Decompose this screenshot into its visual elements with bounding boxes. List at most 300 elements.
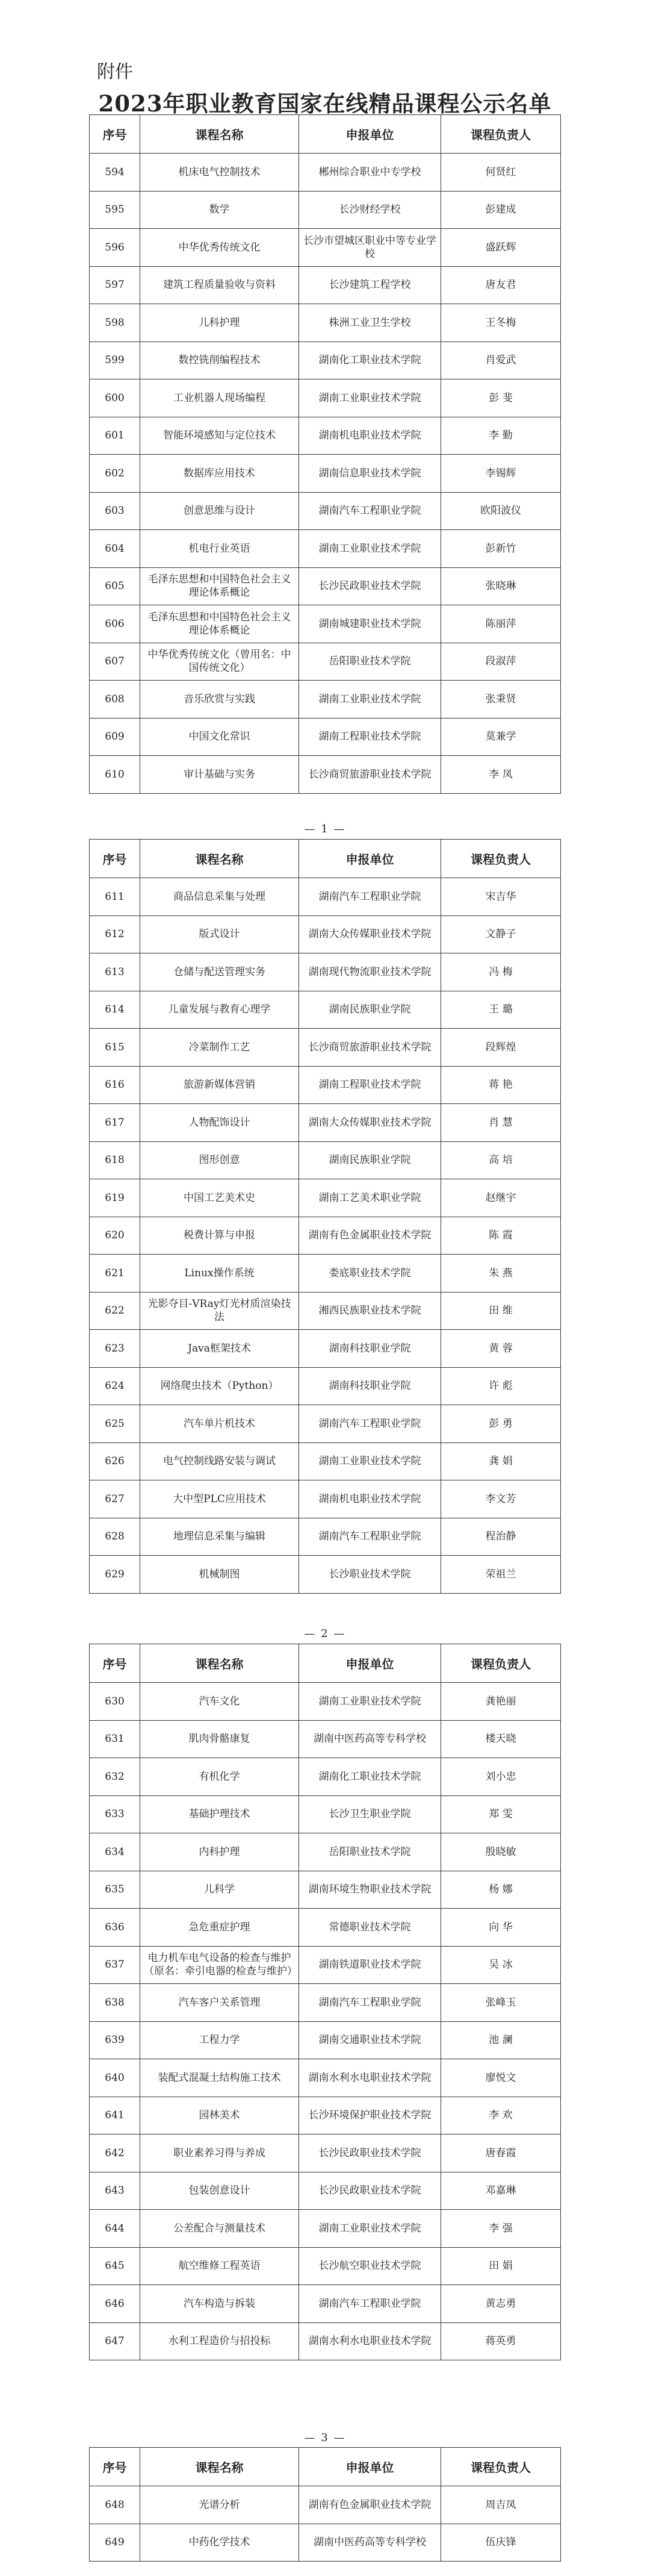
cell-course-name: 建筑工程质量验收与资料	[140, 266, 299, 304]
table-row	[90, 1683, 561, 1721]
cell-school: 娄底职业技术学院	[299, 1255, 441, 1293]
cell-course-lead: 陈 霞	[441, 1217, 561, 1255]
table-row	[90, 1405, 561, 1443]
cell-school: 湖南信息职业技术学院	[299, 455, 441, 493]
table-row	[90, 154, 561, 192]
cell-course-name: 包装创意设计	[140, 2172, 299, 2210]
table-row	[90, 1255, 561, 1293]
table-row	[90, 191, 561, 229]
cell-course-lead: 何贤红	[441, 154, 561, 192]
table-row	[90, 530, 561, 568]
table-row	[90, 2135, 561, 2172]
cell-course-name: 网络爬虫技术（Python）	[140, 1367, 299, 1405]
cell-school: 湖南工程职业技术学院	[299, 718, 441, 756]
cell-course-lead: 程治静	[441, 1518, 561, 1556]
cell-course-name: 汽车客户关系管理	[140, 1984, 299, 2022]
col-header-school: 申报单位	[299, 115, 441, 154]
table-row	[90, 2285, 561, 2323]
cell-course-name: 有机化学	[140, 1758, 299, 1796]
cell-course-lead: 肖 慧	[441, 1104, 561, 1142]
cell-school: 湖南城建职业技术学院	[299, 605, 441, 643]
cell-course-lead: 龚艳丽	[441, 1683, 561, 1721]
cell-school: 常德职业技术学院	[299, 1909, 441, 1947]
cell-school: 湖南汽车工程职业学院	[299, 2285, 441, 2323]
cell-school: 湖南有色金属职业技术学院	[299, 1217, 441, 1255]
cell-course-name: 光影夺目-VRay灯光材质渲染技法	[140, 1292, 299, 1330]
cell-course-lead: 许 彪	[441, 1367, 561, 1405]
cell-index: 633	[90, 1795, 140, 1833]
cell-school: 湖南机电职业技术学院	[299, 1480, 441, 1518]
cell-school: 湖南汽车工程职业学院	[299, 1984, 441, 2022]
table-row	[90, 1946, 561, 1984]
cell-school: 长沙民政职业技术学院	[299, 567, 441, 605]
cell-course-name: 中国工艺美术史	[140, 1179, 299, 1217]
cell-course-name: 商品信息采集与处理	[140, 878, 299, 916]
cell-school: 湖南铁道职业技术学院	[299, 1946, 441, 1984]
cell-index: 610	[90, 756, 140, 794]
table-row	[90, 2247, 561, 2285]
cell-index: 608	[90, 681, 140, 719]
cell-school: 长沙卫生职业学院	[299, 1795, 441, 1833]
col-header-school: 申报单位	[299, 840, 441, 878]
cell-index: 638	[90, 1984, 140, 2022]
table-header-row	[90, 840, 561, 878]
cell-index: 641	[90, 2097, 140, 2135]
cell-course-name: 电气控制线路安装与调试	[140, 1442, 299, 1480]
cell-index: 594	[90, 154, 140, 192]
cell-school: 长沙职业技术学院	[299, 1556, 441, 1594]
cell-index: 597	[90, 266, 140, 304]
table-row	[90, 718, 561, 756]
table-row	[90, 2322, 561, 2360]
cell-course-name: 工程力学	[140, 2021, 299, 2059]
cell-school: 湖南汽车工程职业学院	[299, 1518, 441, 1556]
cell-school: 郴州综合职业中专学校	[299, 154, 441, 192]
cell-index: 615	[90, 1029, 140, 1067]
cell-course-lead: 李 凤	[441, 756, 561, 794]
col-header-index: 序号	[90, 840, 140, 878]
cell-course-lead: 王 璐	[441, 991, 561, 1029]
cell-index: 598	[90, 304, 140, 342]
cell-index: 643	[90, 2172, 140, 2210]
cell-school: 湖南民族职业学院	[299, 1141, 441, 1179]
cell-index: 619	[90, 1179, 140, 1217]
cell-index: 635	[90, 1871, 140, 1909]
table-row	[90, 266, 561, 304]
course-table-1	[89, 114, 561, 794]
col-header-index: 序号	[90, 2448, 140, 2486]
cell-index: 613	[90, 953, 140, 991]
table-row	[90, 341, 561, 379]
cell-index: 617	[90, 1104, 140, 1142]
cell-index: 616	[90, 1066, 140, 1104]
table-row	[90, 1909, 561, 1947]
cell-course-name: 工业机器人现场编程	[140, 379, 299, 417]
table-row	[90, 1518, 561, 1556]
cell-course-lead: 赵继宇	[441, 1179, 561, 1217]
cell-school: 湖南环境生物职业技术学院	[299, 1871, 441, 1909]
cell-course-name: Java框架技术	[140, 1330, 299, 1368]
cell-course-lead: 唐春霞	[441, 2135, 561, 2172]
cell-course-name: 审计基础与实务	[140, 756, 299, 794]
table-header-row	[90, 2448, 561, 2486]
table-header-row	[90, 1644, 561, 1683]
cell-course-name: 数学	[140, 191, 299, 229]
col-header-lead: 课程负责人	[441, 115, 561, 154]
cell-course-name: 数控铣削编程技术	[140, 341, 299, 379]
cell-index: 634	[90, 1833, 140, 1871]
table-row	[90, 1292, 561, 1330]
cell-school: 湖南工业职业技术学院	[299, 1442, 441, 1480]
cell-school: 湖南机电职业技术学院	[299, 417, 441, 455]
col-header-school: 申报单位	[299, 2448, 441, 2486]
cell-course-lead: 段辉煌	[441, 1029, 561, 1067]
cell-course-name: 汽车单片机技术	[140, 1405, 299, 1443]
col-header-index: 序号	[90, 1644, 140, 1683]
col-header-index: 序号	[90, 115, 140, 154]
table-row	[90, 1066, 561, 1104]
cell-course-lead: 杨 娜	[441, 1871, 561, 1909]
cell-course-name: 冷菜制作工艺	[140, 1029, 299, 1067]
cell-course-lead: 文静子	[441, 915, 561, 953]
cell-index: 614	[90, 991, 140, 1029]
cell-course-lead: 黄 蓉	[441, 1330, 561, 1368]
cell-course-lead: 邓嘉琳	[441, 2172, 561, 2210]
cell-course-lead: 段淑萍	[441, 643, 561, 681]
cell-course-lead: 高 培	[441, 1141, 561, 1179]
cell-index: 642	[90, 2135, 140, 2172]
cell-course-lead: 李 欢	[441, 2097, 561, 2135]
cell-course-name: 中华优秀传统文化	[140, 229, 299, 267]
cell-course-lead: 朱 燕	[441, 1255, 561, 1293]
cell-course-name: 内科护理	[140, 1833, 299, 1871]
cell-school: 湖南工业职业技术学院	[299, 1683, 441, 1721]
cell-course-name: 急危重症护理	[140, 1909, 299, 1947]
cell-course-lead: 彭建成	[441, 191, 561, 229]
table-row	[90, 2097, 561, 2135]
cell-school: 长沙商贸旅游职业技术学院	[299, 1029, 441, 1067]
col-header-lead: 课程负责人	[441, 2448, 561, 2486]
cell-course-lead: 郑 雯	[441, 1795, 561, 1833]
cell-course-name: Linux操作系统	[140, 1255, 299, 1293]
cell-school: 长沙民政职业技术学院	[299, 2135, 441, 2172]
cell-index: 605	[90, 567, 140, 605]
cell-course-lead: 田 维	[441, 1292, 561, 1330]
cell-school: 湖南交通职业技术学院	[299, 2021, 441, 2059]
cell-index: 596	[90, 229, 140, 267]
table-row	[90, 2172, 561, 2210]
cell-index: 606	[90, 605, 140, 643]
table-row	[90, 1556, 561, 1594]
cell-course-lead: 楼天晓	[441, 1720, 561, 1758]
table-row	[90, 756, 561, 794]
table-row	[90, 455, 561, 493]
cell-index: 648	[90, 2486, 140, 2524]
cell-index: 644	[90, 2210, 140, 2248]
table-row	[90, 567, 561, 605]
table-row	[90, 2486, 561, 2524]
table-row	[90, 1217, 561, 1255]
cell-index: 600	[90, 379, 140, 417]
table-row	[90, 379, 561, 417]
course-table-3	[89, 1644, 561, 2360]
cell-course-lead: 宋吉华	[441, 878, 561, 916]
cell-school: 湖南科技职业学院	[299, 1330, 441, 1368]
cell-school: 湖南工业职业技术学院	[299, 681, 441, 719]
cell-course-name: 汽车构造与拆装	[140, 2285, 299, 2323]
table-row	[90, 2210, 561, 2248]
page-title: 2023年职业教育国家在线精品课程公示名单	[98, 90, 552, 117]
table-row	[90, 229, 561, 267]
cell-course-name: 职业素养习得与养成	[140, 2135, 299, 2172]
table-row	[90, 1833, 561, 1871]
cell-index: 637	[90, 1946, 140, 1984]
cell-school: 岳阳职业技术学院	[299, 643, 441, 681]
table-row	[90, 915, 561, 953]
cell-index: 646	[90, 2285, 140, 2323]
table-row	[90, 681, 561, 719]
cell-school: 湖南汽车工程职业学院	[299, 1405, 441, 1443]
cell-course-lead: 肖爱武	[441, 341, 561, 379]
cell-index: 623	[90, 1330, 140, 1368]
table-row	[90, 953, 561, 991]
cell-course-name: 音乐欣赏与实践	[140, 681, 299, 719]
cell-index: 603	[90, 492, 140, 530]
cell-course-name: 税费计算与申报	[140, 1217, 299, 1255]
cell-school: 株洲工业卫生学校	[299, 304, 441, 342]
cell-index: 612	[90, 915, 140, 953]
col-header-course: 课程名称	[140, 115, 299, 154]
cell-course-lead: 莫兼学	[441, 718, 561, 756]
table-header-row	[90, 115, 561, 154]
cell-course-name: 毛泽东思想和中国特色社会主义理论体系概论	[140, 567, 299, 605]
cell-course-lead: 冯 梅	[441, 953, 561, 991]
cell-course-name: 装配式混凝土结构施工技术	[140, 2059, 299, 2097]
cell-course-lead: 蒋英勇	[441, 2322, 561, 2360]
table-row	[90, 1720, 561, 1758]
cell-course-lead: 刘小忠	[441, 1758, 561, 1796]
cell-school: 湖南中医药高等专科学校	[299, 2524, 441, 2562]
table-row	[90, 1029, 561, 1067]
cell-school: 湖南科技职业学院	[299, 1367, 441, 1405]
table-row	[90, 2021, 561, 2059]
table-row	[90, 1871, 561, 1909]
course-table-2	[89, 839, 561, 1594]
cell-school: 岳阳职业技术学院	[299, 1833, 441, 1871]
cell-course-name: 人物配饰设计	[140, 1104, 299, 1142]
cell-course-lead: 彭新竹	[441, 530, 561, 568]
cell-course-name: 版式设计	[140, 915, 299, 953]
page-number: — 2 —	[304, 1627, 346, 1640]
table-row	[90, 1104, 561, 1142]
cell-school: 湖南化工职业技术学院	[299, 341, 441, 379]
cell-course-lead: 彭 勇	[441, 1405, 561, 1443]
cell-course-name: 基础护理技术	[140, 1795, 299, 1833]
table-row	[90, 605, 561, 643]
cell-course-lead: 殷晓敏	[441, 1833, 561, 1871]
cell-school: 湖南汽车工程职业学院	[299, 492, 441, 530]
cell-course-lead: 王冬梅	[441, 304, 561, 342]
table-row	[90, 1984, 561, 2022]
cell-course-name: 机床电气控制技术	[140, 154, 299, 192]
cell-course-name: 水利工程造价与招投标	[140, 2322, 299, 2360]
cell-school: 湖南水利水电职业技术学院	[299, 2059, 441, 2097]
cell-index: 609	[90, 718, 140, 756]
cell-index: 647	[90, 2322, 140, 2360]
cell-school: 湖南大众传媒职业技术学院	[299, 1104, 441, 1142]
table-row	[90, 1330, 561, 1368]
cell-index: 639	[90, 2021, 140, 2059]
cell-course-lead: 李文芳	[441, 1480, 561, 1518]
col-header-lead: 课程负责人	[441, 1644, 561, 1683]
cell-course-lead: 彭 斐	[441, 379, 561, 417]
cell-school: 湖南汽车工程职业学院	[299, 878, 441, 916]
cell-index: 622	[90, 1292, 140, 1330]
cell-index: 625	[90, 1405, 140, 1443]
cell-course-name: 中国文化常识	[140, 718, 299, 756]
cell-index: 626	[90, 1442, 140, 1480]
cell-school: 长沙环境保护职业技术学院	[299, 2097, 441, 2135]
table-row	[90, 991, 561, 1029]
cell-school: 长沙建筑工程学校	[299, 266, 441, 304]
cell-course-lead: 盛跃辉	[441, 229, 561, 267]
cell-course-name: 毛泽东思想和中国特色社会主义理论体系概论	[140, 605, 299, 643]
table-row	[90, 1442, 561, 1480]
cell-index: 645	[90, 2247, 140, 2285]
cell-course-lead: 向 华	[441, 1909, 561, 1947]
cell-index: 632	[90, 1758, 140, 1796]
cell-school: 湖南水利水电职业技术学院	[299, 2322, 441, 2360]
cell-course-name: 创意思维与设计	[140, 492, 299, 530]
cell-course-name: 仓储与配送管理实务	[140, 953, 299, 991]
cell-index: 611	[90, 878, 140, 916]
table-row	[90, 1480, 561, 1518]
cell-course-name: 智能环境感知与定位技术	[140, 417, 299, 455]
cell-index: 602	[90, 455, 140, 493]
cell-course-lead: 蒋 艳	[441, 1066, 561, 1104]
cell-course-name: 旅游新媒体营销	[140, 1066, 299, 1104]
page-number: — 3 —	[304, 2431, 346, 2444]
cell-school: 长沙民政职业技术学院	[299, 2172, 441, 2210]
cell-index: 630	[90, 1683, 140, 1721]
cell-school: 湖南工业职业技术学院	[299, 2210, 441, 2248]
cell-school: 长沙商贸旅游职业技术学院	[299, 756, 441, 794]
cell-index: 607	[90, 643, 140, 681]
cell-course-name: 汽车文化	[140, 1683, 299, 1721]
cell-index: 649	[90, 2524, 140, 2562]
cell-school: 湖南工业职业技术学院	[299, 379, 441, 417]
cell-index: 601	[90, 417, 140, 455]
cell-index: 628	[90, 1518, 140, 1556]
cell-course-lead: 伍庆锋	[441, 2524, 561, 2562]
cell-course-lead: 李 强	[441, 2210, 561, 2248]
col-header-course: 课程名称	[140, 1644, 299, 1683]
cell-course-lead: 张峰玉	[441, 1984, 561, 2022]
cell-course-name: 数据库应用技术	[140, 455, 299, 493]
cell-school: 长沙财经学校	[299, 191, 441, 229]
cell-course-lead: 唐友君	[441, 266, 561, 304]
cell-school: 湖南现代物流职业技术学院	[299, 953, 441, 991]
cell-school: 湘西民族职业技术学院	[299, 1292, 441, 1330]
cell-index: 631	[90, 1720, 140, 1758]
cell-course-lead: 陈丽萍	[441, 605, 561, 643]
cell-course-lead: 黄志勇	[441, 2285, 561, 2323]
cell-course-name: 肌肉骨骼康复	[140, 1720, 299, 1758]
table-row	[90, 878, 561, 916]
cell-course-lead: 李 勤	[441, 417, 561, 455]
cell-school: 湖南中医药高等专科学校	[299, 1720, 441, 1758]
table-row	[90, 2059, 561, 2097]
attachment-label: 附件	[97, 61, 133, 83]
cell-index: 640	[90, 2059, 140, 2097]
col-header-course: 课程名称	[140, 2448, 299, 2486]
cell-index: 599	[90, 341, 140, 379]
cell-school: 湖南有色金属职业技术学院	[299, 2486, 441, 2524]
cell-course-lead: 荣祖兰	[441, 1556, 561, 1594]
cell-school: 湖南化工职业技术学院	[299, 1758, 441, 1796]
cell-course-lead: 田 娟	[441, 2247, 561, 2285]
cell-school: 湖南工艺美术职业学院	[299, 1179, 441, 1217]
cell-course-lead: 廖悦文	[441, 2059, 561, 2097]
cell-course-lead: 周吉凤	[441, 2486, 561, 2524]
table-row	[90, 1141, 561, 1179]
cell-school: 湖南大众传媒职业技术学院	[299, 915, 441, 953]
cell-course-lead: 欧阳波仪	[441, 492, 561, 530]
cell-course-name: 儿科学	[140, 1871, 299, 1909]
table-row	[90, 1179, 561, 1217]
cell-index: 624	[90, 1367, 140, 1405]
cell-course-name: 机械制图	[140, 1556, 299, 1594]
cell-school: 长沙航空职业技术学院	[299, 2247, 441, 2285]
cell-course-name: 图形创意	[140, 1141, 299, 1179]
cell-index: 620	[90, 1217, 140, 1255]
cell-course-name: 园林美术	[140, 2097, 299, 2135]
cell-course-name: 中药化学技术	[140, 2524, 299, 2562]
cell-course-lead: 吴 冰	[441, 1946, 561, 1984]
col-header-school: 申报单位	[299, 1644, 441, 1683]
cell-course-lead: 张晓琳	[441, 567, 561, 605]
cell-course-lead: 李锡辉	[441, 455, 561, 493]
cell-index: 636	[90, 1909, 140, 1947]
cell-index: 629	[90, 1556, 140, 1594]
cell-course-name: 地理信息采集与编辑	[140, 1518, 299, 1556]
cell-course-name: 光谱分析	[140, 2486, 299, 2524]
cell-index: 618	[90, 1141, 140, 1179]
cell-index: 604	[90, 530, 140, 568]
table-row	[90, 1795, 561, 1833]
table-row	[90, 492, 561, 530]
cell-course-lead: 池 澜	[441, 2021, 561, 2059]
cell-course-name: 机电行业英语	[140, 530, 299, 568]
cell-course-name: 儿童发展与教育心理学	[140, 991, 299, 1029]
cell-course-name: 航空维修工程英语	[140, 2247, 299, 2285]
table-row	[90, 417, 561, 455]
cell-course-name: 中华优秀传统文化（曾用名：中国传统文化）	[140, 643, 299, 681]
table-row	[90, 643, 561, 681]
cell-course-name: 公差配合与测量技术	[140, 2210, 299, 2248]
cell-school: 湖南民族职业学院	[299, 991, 441, 1029]
cell-course-name: 儿科护理	[140, 304, 299, 342]
cell-index: 621	[90, 1255, 140, 1293]
course-table-4	[89, 2447, 561, 2562]
cell-course-lead: 龚 娟	[441, 1442, 561, 1480]
cell-course-lead: 张秉贤	[441, 681, 561, 719]
table-row	[90, 1367, 561, 1405]
cell-school: 湖南工业职业技术学院	[299, 530, 441, 568]
cell-course-name: 电力机车电气设备的检查与维护（原名：牵引电器的检查与维护）	[140, 1946, 299, 1984]
page-number: — 1 —	[304, 823, 346, 835]
cell-index: 595	[90, 191, 140, 229]
